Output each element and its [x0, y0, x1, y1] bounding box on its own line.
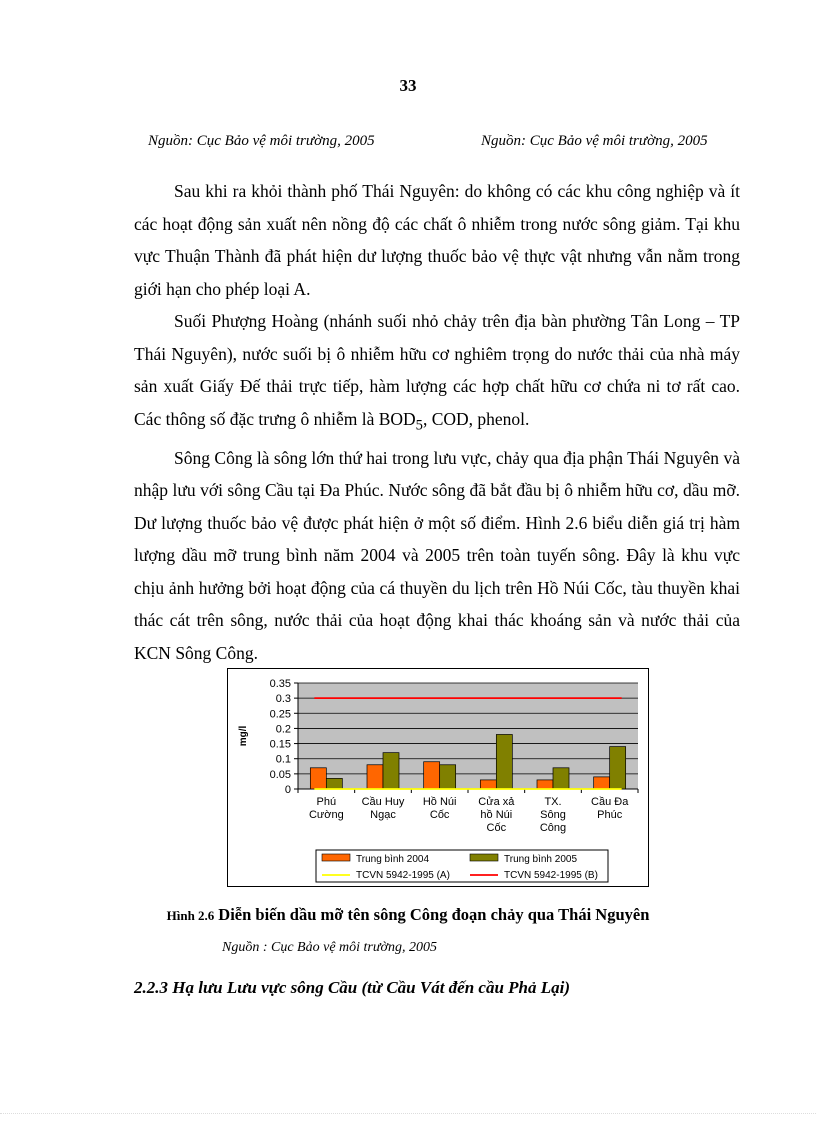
y-tick-label: 0.15: [269, 738, 291, 751]
x-tick-label: hồ Núi: [480, 809, 513, 821]
bar-2005: [553, 768, 569, 789]
page-bottom-rule: [0, 1113, 816, 1114]
bar-2004: [424, 762, 440, 789]
x-tick-label: Cốc: [429, 809, 450, 821]
x-tick-label: Cường: [308, 809, 344, 821]
legend-label: TCVN 5942-1995 (B): [504, 870, 598, 881]
bar-2004: [367, 765, 383, 789]
bar-2005: [326, 778, 342, 789]
figure-label: Hình 2.6: [166, 908, 215, 923]
y-tick-label: 0: [284, 784, 291, 796]
x-tick-label: Cầu Đa: [591, 796, 629, 808]
chart-figure: [227, 668, 649, 887]
legend-swatch: [322, 854, 350, 861]
paragraph: Sông Công là sông lớn thứ hai trong lưu vực, chảy qua địa phận Thái Nguyên và nhập lưu với sông Cầu tại Đa Phúc. Nước sông đã bắt đầu bị ô nhiễm hữu cơ, dầu mỡ. Dư lượng thuốc bảo vệ được phát hiện ở một số điểm. Hình 2.6 biểu diễn giá trị hàm lượng dầu mỡ trung bình năm 2004 và 2005 trên toàn tuyến sông. Đây là khu vực chịu ảnh hưởng bởi hoạt động của cá thuyền du lịch trên Hồ Núi Cốc, tàu thuyền khai thác cát trên sông, nước thải của hoạt động khai thác khoáng sản và nước thải của KCN Sông Công.: [134, 447, 740, 663]
y-tick-label: 0.25: [269, 708, 291, 721]
source-row: [148, 133, 738, 150]
y-tick-label: 0.35: [269, 678, 291, 690]
bar-2005: [496, 734, 512, 789]
section-heading: 2.2.3 Hạ lưu Lưu vực sông Cầu (từ Cầu Vát đến cầu Phả Lại): [134, 978, 571, 997]
bar-2004: [594, 777, 610, 789]
body-text: [134, 175, 740, 669]
x-tick-label: Sông: [540, 809, 566, 821]
legend-label: Trung bình 2004: [356, 854, 430, 865]
x-tick-label: Cửa xả: [478, 796, 515, 808]
bar-2005: [383, 753, 399, 789]
x-tick-label: Ngạc: [370, 809, 396, 821]
caption-source: Nguồn : Cục Bảo vệ môi trường, 2005: [222, 940, 437, 955]
y-tick-label: 0.3: [275, 693, 291, 706]
bar-2005: [440, 765, 456, 789]
legend-swatch: [470, 854, 498, 861]
y-tick-label: 0.2: [275, 723, 291, 736]
legend-label: Trung bình 2005: [504, 854, 578, 865]
y-tick-label: 0.05: [269, 768, 291, 781]
paragraph: Suối Phượng Hoàng (nhánh suối nhỏ chảy trên địa bàn phường Tân Long – TP Thái Nguyên), nước suối bị ô nhiễm hữu cơ nghiêm trọng do nước thải của nhà máy sản xuất Giấy Đế thải trực tiếp, hàm lượng các hợp chất hữu cơ chứa ni tơ rất cao. Các thông số đặc trưng ô nhiễm là $BOD_5$, COD, phenol.: [134, 311, 740, 433]
x-tick-label: Cầu Huy: [361, 796, 405, 808]
x-tick-label: Phú: [316, 796, 337, 808]
x-tick-label: Hồ Núi: [422, 796, 457, 808]
x-tick-label: Cốc: [486, 822, 507, 834]
y-tick-label: 0.1: [275, 753, 291, 766]
figure-title: Diễn biến dầu mỡ tên sông Công đoạn chảy qua Thái Nguyên: [218, 905, 650, 924]
bar-2004: [537, 780, 553, 789]
bar-2005: [610, 747, 626, 789]
bar-chart: [228, 669, 648, 886]
bar-2004: [480, 780, 496, 789]
paragraph: Sau khi ra khỏi thành phố Thái Nguyên: do không có các khu công nghiệp và ít các hoạt động sản xuất nên nồng độ các chất ô nhiễm trong nước sông giảm. Tại khu vực Thuận Thành đã phát hiện dư lượng thuốc bảo vệ thực vật nhưng vẫn nằm trong giới hạn cho phép loại A.: [134, 181, 740, 299]
page-number: 33: [399, 76, 417, 95]
y-axis-label: mg/l: [238, 725, 249, 747]
source-right: Nguồn: Cục Bảo vệ môi trường, 2005: [481, 133, 708, 149]
x-tick-label: Công: [539, 822, 567, 834]
x-tick-label: TX.: [544, 796, 562, 808]
bar-2004: [310, 768, 326, 789]
figure-caption: [0, 905, 816, 925]
subscript: 5: [415, 417, 423, 433]
x-tick-label: Phúc: [597, 809, 623, 821]
legend-label: TCVN 5942-1995 (A): [356, 870, 450, 881]
source-left: Nguồn: Cục Bảo vệ môi trường, 2005: [148, 133, 375, 149]
